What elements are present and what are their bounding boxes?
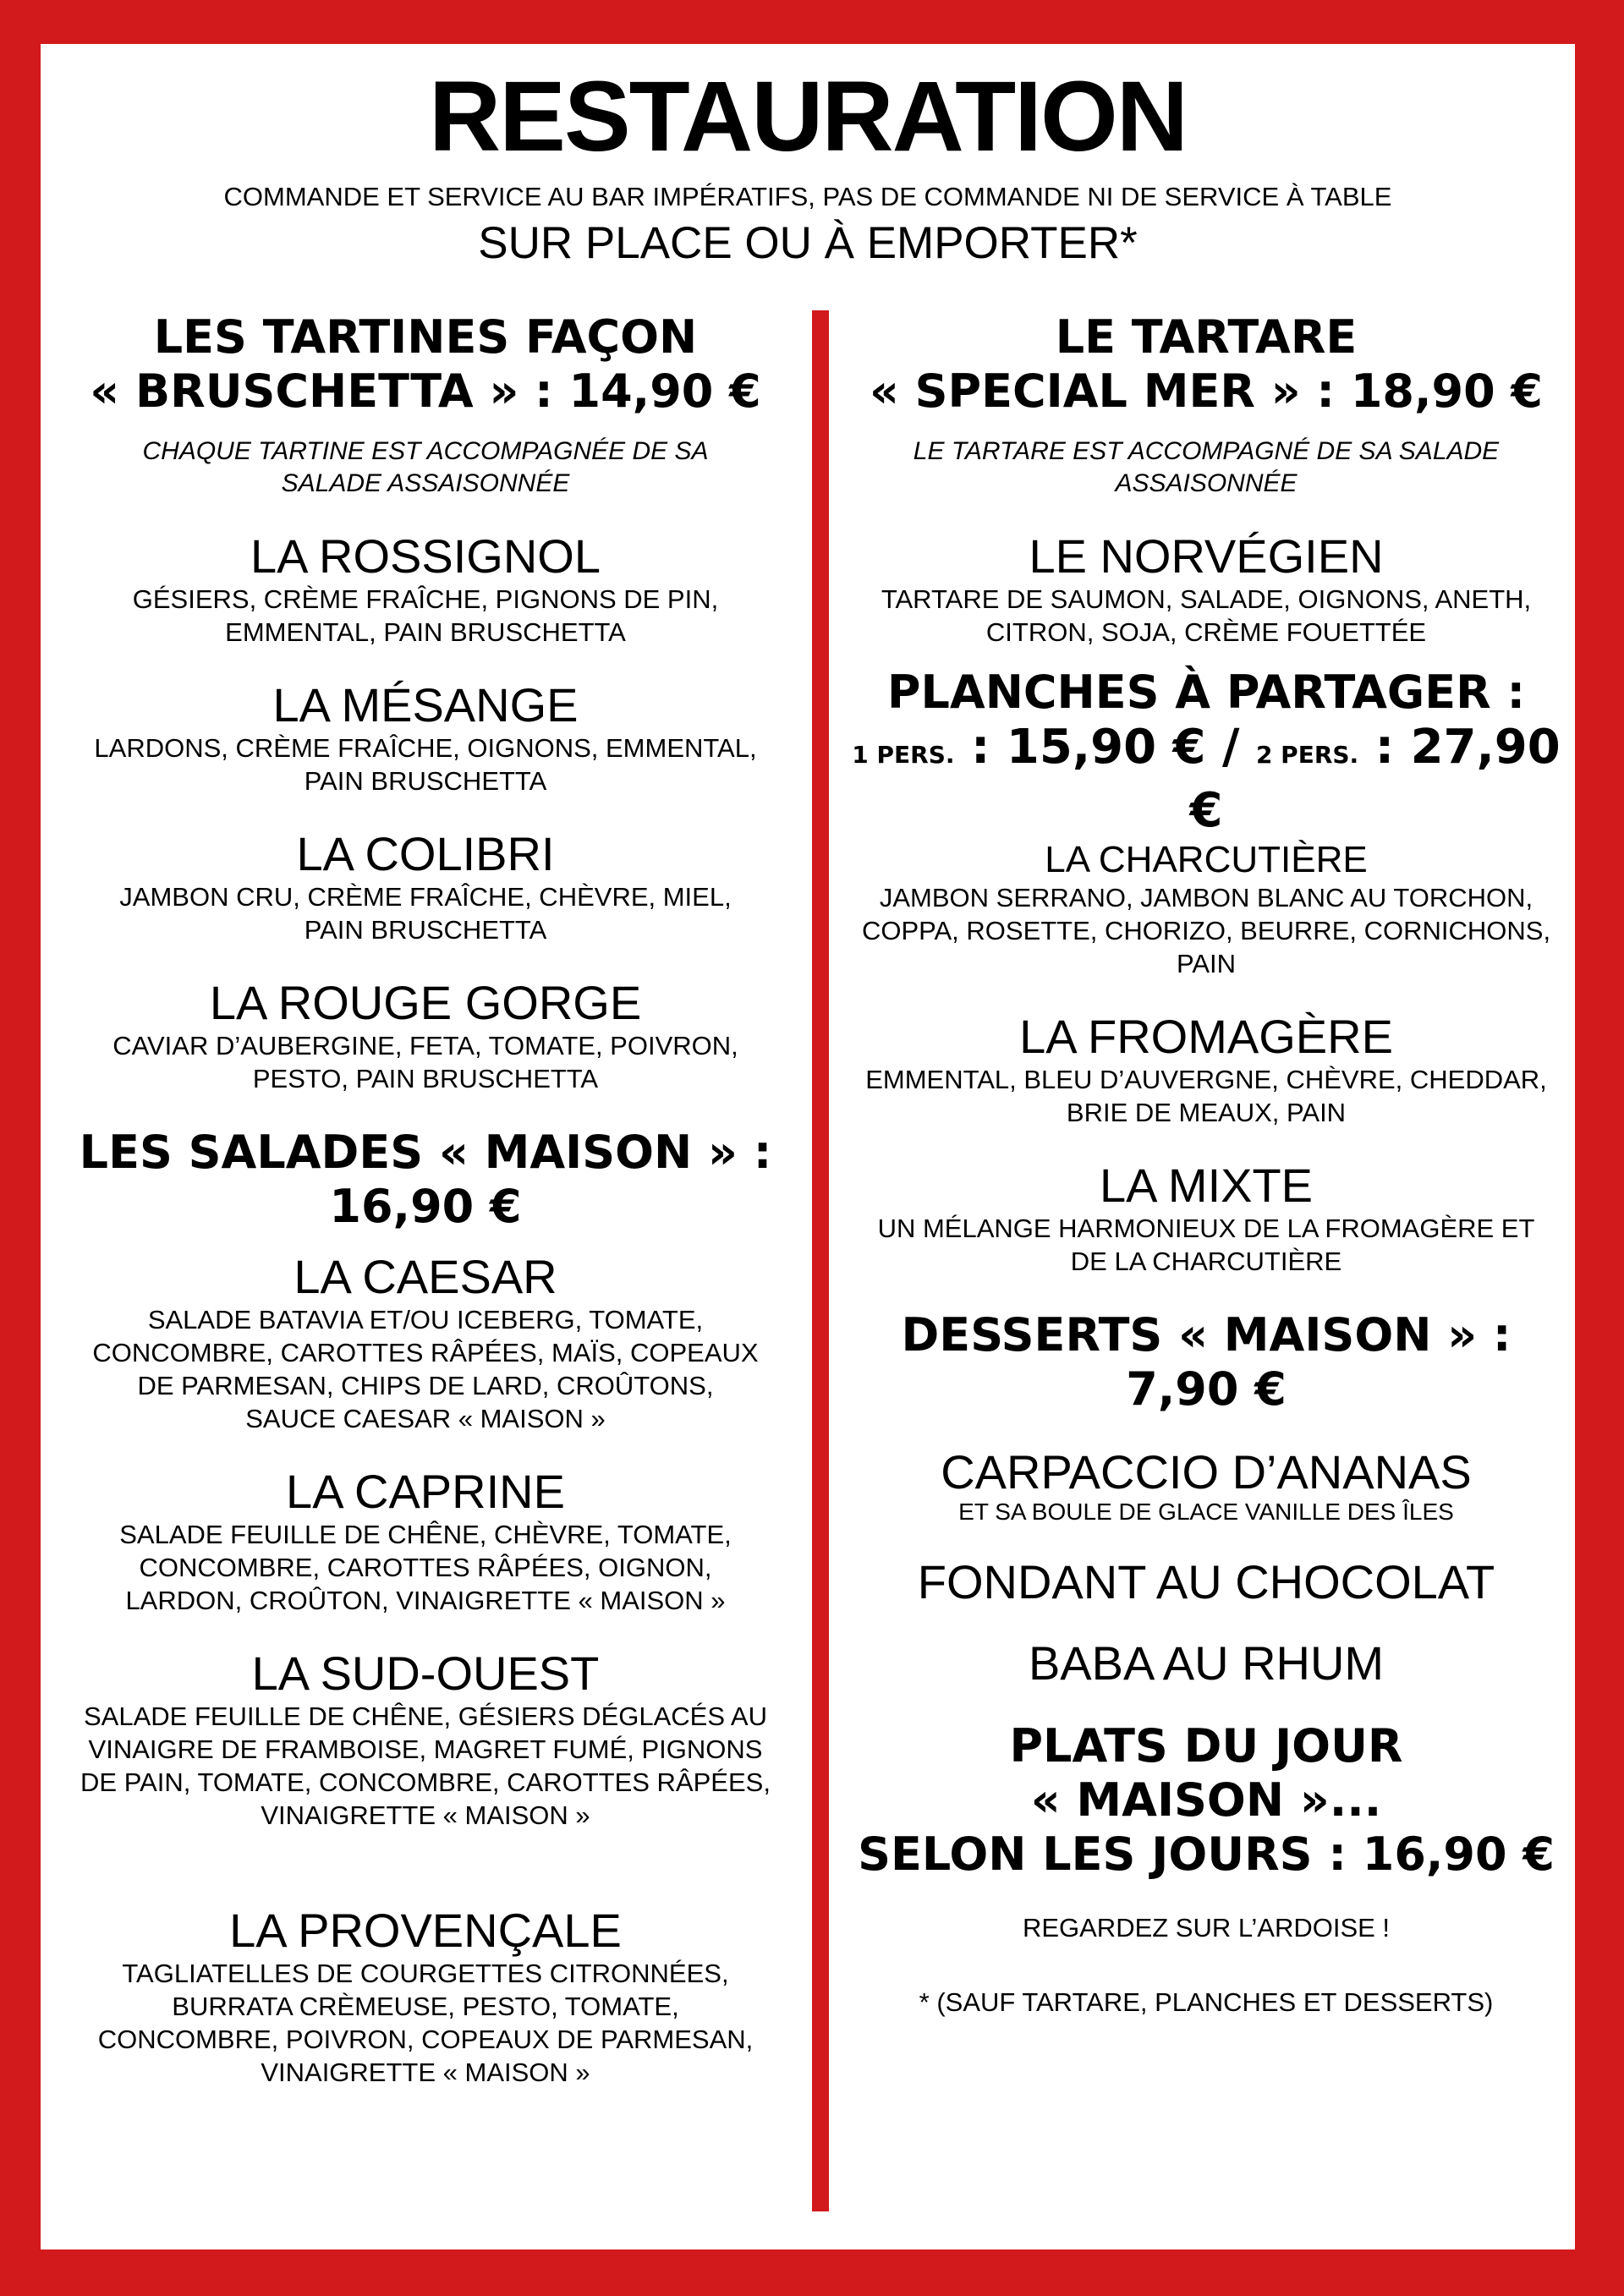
item-desc: BURRATA CRÈMEUSE, PESTO, TOMATE, bbox=[172, 1992, 679, 2021]
plats-line3: SELON LES JOURS : 16,90 € bbox=[858, 1827, 1555, 1881]
item-desc: DE LA CHARCUTIÈRE bbox=[1070, 1247, 1342, 1276]
salades-title-line1: LES SALADES « MAISON » : bbox=[79, 1126, 772, 1179]
plats-note: REGARDEZ SUR L’ARDOISE ! bbox=[1022, 1913, 1391, 1943]
item-desc: VINAIGRETTE « MAISON » bbox=[261, 1800, 590, 1830]
price-2-pers: : 27,90 € bbox=[1189, 720, 1561, 838]
plats-line1: PLATS DU JOUR bbox=[1009, 1719, 1403, 1773]
planches-price-line bbox=[851, 720, 1561, 839]
page-title: RESTAURATION bbox=[429, 61, 1187, 173]
salades-title-line2: 16,90 € bbox=[329, 1180, 522, 1233]
desserts-title-line2: 7,90 € bbox=[1126, 1362, 1287, 1416]
item-desc: BRIE DE MEAUX, PAIN bbox=[1066, 1098, 1347, 1127]
menu-item-caesar bbox=[58, 1251, 793, 1435]
item-desc: UN MÉLANGE HARMONIEUX DE LA FROMAGÈRE ET bbox=[877, 1214, 1535, 1243]
tartare-section bbox=[851, 310, 1561, 649]
carpaccio-desc-a: ET SA BOULE DE GLACE bbox=[958, 1499, 1239, 1525]
menu-item-mixte bbox=[851, 1159, 1561, 1278]
item-desc: LARDONS, CRÈME FRAÎCHE, OIGNONS, EMMENTAL, bbox=[94, 733, 757, 763]
menu-header bbox=[41, 44, 1575, 269]
item-desc: DE PARMESAN, CHIPS DE LARD, CROÛTONS, bbox=[137, 1371, 714, 1400]
price-1-pers: : 15,90 € / bbox=[971, 720, 1240, 775]
menu-item-mesange bbox=[58, 679, 793, 797]
menu-item-rouge-gorge bbox=[58, 977, 793, 1095]
menu-item-rossignol bbox=[58, 530, 793, 649]
item-name: LA ROSSIGNOL bbox=[250, 529, 601, 583]
tartines-note-line2: SALADE ASSAISONNÉE bbox=[281, 469, 570, 497]
plats-du-jour-section bbox=[851, 1719, 1561, 2019]
menu-item-caprine bbox=[58, 1466, 793, 1617]
salades-section bbox=[58, 1126, 793, 2089]
menu-item-norvegien bbox=[851, 530, 1561, 649]
item-desc: SALADE FEUILLE DE CHÊNE, CHÈVRE, TOMATE, bbox=[119, 1520, 732, 1549]
menu-item-provencale bbox=[58, 1904, 793, 2089]
price-1-pers-label: 1 PERS. bbox=[852, 741, 955, 769]
item-name: LA MIXTE bbox=[1099, 1159, 1314, 1212]
item-desc: COPPA, ROSETTE, CHORIZO, BEURRE, CORNICHONS, bbox=[861, 916, 1551, 945]
item-desc: TAGLIATELLES DE COURGETTES CITRONNÉES, bbox=[122, 1959, 729, 1988]
item-desc: PAIN BRUSCHETTA bbox=[304, 915, 547, 945]
ordering-instructions: COMMANDE ET SERVICE AU BAR IMPÉRATIFS, PAS DE COMMANDE NI DE SERVICE À TABLE bbox=[223, 182, 1392, 211]
item-desc: PESTO, PAIN BRUSCHETTA bbox=[252, 1064, 599, 1093]
tartare-title-line2: « SPECIAL MER » : 18,90 € bbox=[869, 364, 1544, 418]
item-desc: CITRON, SOJA, CRÈME FOUETTÉE bbox=[985, 617, 1427, 647]
service-options: SUR PLACE OU À EMPORTER* bbox=[478, 218, 1138, 268]
tartines-title-line1: LES TARTINES FAÇON bbox=[153, 310, 698, 364]
tartare-note-line2: ASSAISONNÉE bbox=[1115, 469, 1298, 497]
item-desc: EMMENTAL, PAIN BRUSCHETTA bbox=[225, 617, 626, 647]
left-column bbox=[58, 310, 793, 2089]
column-divider bbox=[812, 310, 829, 2211]
dessert-fondant: FONDANT AU CHOCOLAT bbox=[917, 1555, 1495, 1608]
plats-line2: « MAISON »... bbox=[1030, 1773, 1382, 1827]
item-desc: VINAIGRE DE FRAMBOISE, MAGRET FUMÉ, PIGNONS bbox=[88, 1734, 763, 1764]
item-desc: SAUCE CAESAR « MAISON » bbox=[245, 1404, 606, 1433]
dessert-carpaccio: CARPACCIO D’ANANAS bbox=[941, 1445, 1472, 1499]
dessert-baba: BABA AU RHUM bbox=[1028, 1636, 1385, 1690]
price-2-pers-label: 2 PERS. bbox=[1255, 741, 1359, 769]
planches-title: PLANCHES À PARTAGER : bbox=[886, 666, 1526, 719]
item-desc: CAVIAR D’AUBERGINE, FETA, TOMATE, POIVRON, bbox=[112, 1031, 738, 1060]
item-desc: PAIN bbox=[1176, 949, 1237, 978]
item-name: LA CAPRINE bbox=[286, 1465, 565, 1518]
item-desc: DE PAIN, TOMATE, CONCOMBRE, CAROTTES RÂPÉES, bbox=[80, 1767, 771, 1797]
tartines-section bbox=[58, 310, 793, 1095]
item-desc: TARTARE DE SAUMON, SALADE, OIGNONS, ANETH, bbox=[881, 584, 1532, 614]
tartare-note-line1: LE TARTARE EST ACCOMPAGNÉ DE SA SALADE bbox=[913, 437, 1500, 465]
item-desc: JAMBON CRU, CRÈME FRAÎCHE, CHÈVRE, MIEL, bbox=[119, 882, 732, 912]
menu-item-fromagere bbox=[851, 1011, 1561, 1129]
item-name: LA SUD-OUEST bbox=[251, 1647, 600, 1700]
menu-item-sud-ouest bbox=[58, 1647, 793, 1832]
menu-page bbox=[41, 44, 1575, 2249]
item-desc: SALADE FEUILLE DE CHÊNE, GÉSIERS DÉGLACÉS AU bbox=[84, 1701, 767, 1731]
item-name: LA PROVENÇALE bbox=[229, 1904, 622, 1957]
desserts-section bbox=[851, 1308, 1561, 1689]
item-name: LE NORVÉGIEN bbox=[1029, 529, 1384, 583]
menu-item-charcutiere bbox=[851, 839, 1561, 980]
tartines-note-line1: CHAQUE TARTINE EST ACCOMPAGNÉE DE SA bbox=[142, 437, 709, 465]
item-name: LA CAESAR bbox=[294, 1250, 557, 1303]
footnote: * (SAUF TARTARE, PLANCHES ET DESSERTS) bbox=[919, 1987, 1494, 2017]
item-name: LA CHARCUTIÈRE bbox=[1045, 839, 1368, 880]
desserts-title-line1: DESSERTS « MAISON » : bbox=[901, 1308, 1512, 1362]
item-desc: CONCOMBRE, POIVRON, COPEAUX DE PARMESAN, bbox=[97, 2025, 754, 2054]
item-name: LA MÉSANGE bbox=[272, 678, 579, 732]
item-desc: GÉSIERS, CRÈME FRAÎCHE, PIGNONS DE PIN, bbox=[132, 584, 719, 614]
right-column bbox=[851, 310, 1561, 2019]
item-desc: LARDON, CROÛTON, VINAIGRETTE « MAISON » bbox=[125, 1586, 726, 1615]
item-desc: SALADE BATAVIA ET/OU ICEBERG, TOMATE, bbox=[147, 1305, 704, 1334]
item-desc: PAIN BRUSCHETTA bbox=[304, 766, 547, 796]
carpaccio-desc-b: VANILLE DES ÎLES bbox=[1238, 1499, 1454, 1525]
menu-item-colibri bbox=[58, 828, 793, 946]
tartines-title-line2: « BRUSCHETTA » : 14,90 € bbox=[90, 364, 761, 418]
item-desc: JAMBON SERRANO, JAMBON BLANC AU TORCHON, bbox=[879, 883, 1533, 912]
item-desc: VINAIGRETTE « MAISON » bbox=[261, 2058, 590, 2087]
planches-section bbox=[851, 666, 1561, 1278]
item-desc: CONCOMBRE, CAROTTES RÂPÉES, OIGNON, bbox=[139, 1553, 712, 1582]
item-name: LA ROUGE GORGE bbox=[209, 976, 642, 1029]
item-name: LA COLIBRI bbox=[296, 827, 555, 880]
item-desc: EMMENTAL, BLEU D’AUVERGNE, CHÈVRE, CHEDDAR, bbox=[865, 1065, 1547, 1094]
item-desc: CONCOMBRE, CAROTTES RÂPÉES, MAÏS, COPEAUX bbox=[92, 1338, 759, 1367]
tartare-title-line1: LE TARTARE bbox=[1055, 310, 1358, 364]
dessert-carpaccio-desc bbox=[851, 1498, 1561, 1526]
item-name: LA FROMAGÈRE bbox=[1019, 1010, 1393, 1063]
